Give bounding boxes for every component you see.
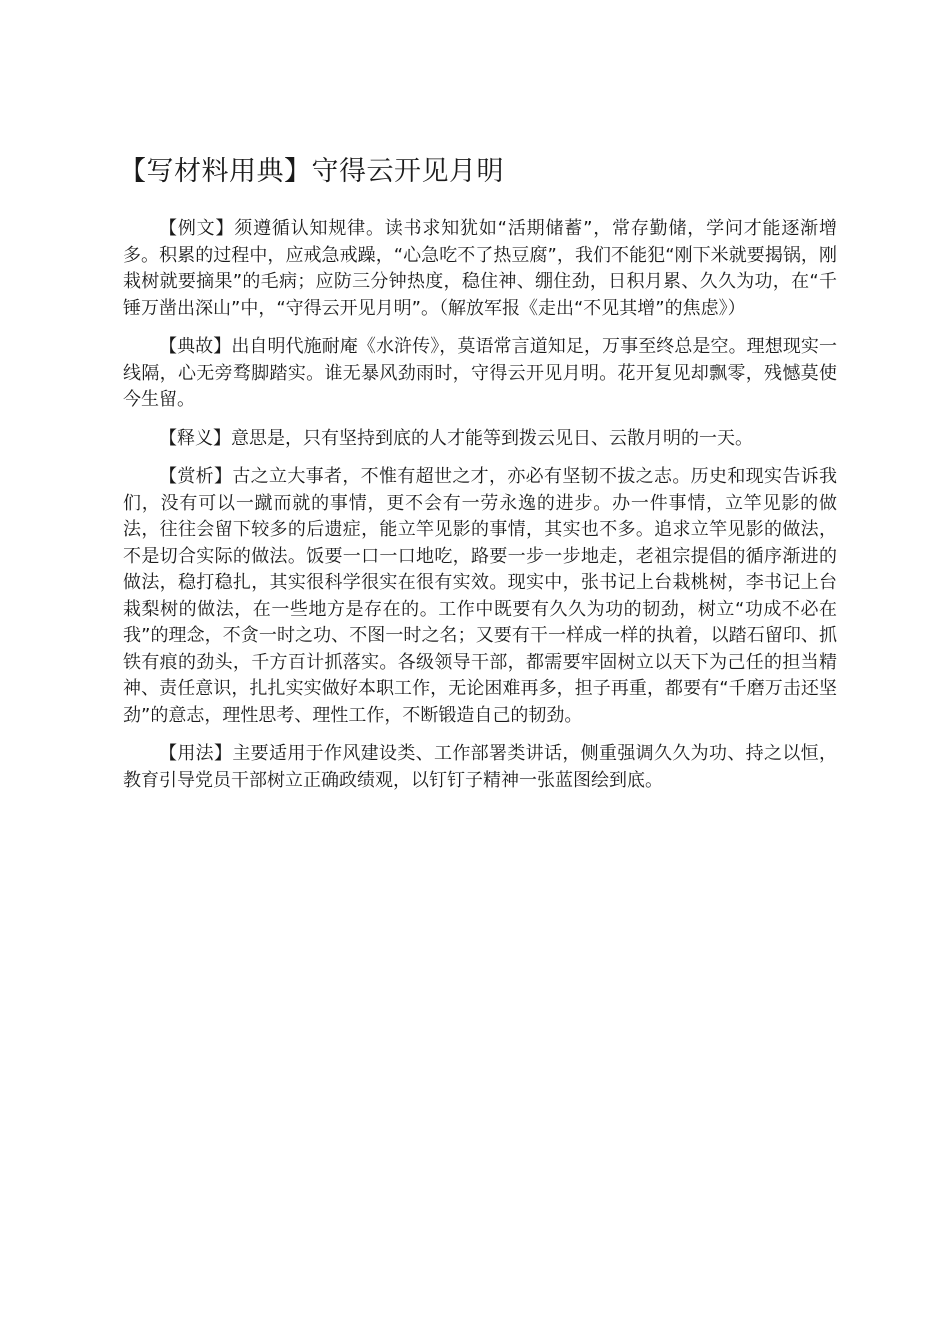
section-meaning <box>123 426 837 453</box>
section-tag-allusion: 【典故】 <box>159 336 232 357</box>
document-page <box>119 150 838 806</box>
section-example <box>123 216 837 322</box>
section-appreciation <box>123 464 837 729</box>
section-allusion <box>123 334 837 414</box>
section-tag-appreciation: 【赏析】 <box>159 466 233 487</box>
section-text-allusion: 出自明代施耐庵《水浒传》，莫语常言道知足，万事至终总是空。理想现实一线隔，心无旁骛脚踏实。谁无暴风劲雨时，守得云开见月明。花开复见却飘零，残憾莫使今生留。 <box>123 336 838 410</box>
section-text-usage: 主要适用于作风建设类、工作部署类讲话，侧重强调久久为功、持之以恒，教育引导党员干部树立正确政绩观，以钉钉子精神一张蓝图绘到底。 <box>123 743 838 791</box>
section-usage <box>123 741 837 794</box>
page-title: 【写材料用典】守得云开见月明 <box>119 156 504 187</box>
section-text-example: 须遵循认知规律。读书求知犹如“活期储蓄”，常存勤储，学问才能逐渐增多。积累的过程中，应戒急戒躁，“心急吃不了热豆腐”，我们不能犯“刚下米就要揭锅，刚栽树就要摘果”的毛病；应防三分钟热度，稳住神、绷住劲，日积月累、久久为功，在“千锤万凿出深山”中，“守得云开见月明”。（解放军报《走出“不见其增”的焦虑》） <box>123 218 837 319</box>
section-tag-meaning: 【释义】 <box>159 427 231 449</box>
section-tag-usage: 【用法】 <box>159 743 233 764</box>
section-text-appreciation: 古之立大事者，不惟有超世之才，亦必有坚韧不拔之志。历史和现实告诉我们，没有可以一蹴而就的事情，更不会有一劳永逸的进步。办一件事情，立竿见影的做法，往往会留下较多的后遗症，能立竿见影的事情，其实也不多。追求立竿见影的做法，不是切合实际的做法。饭要一口一口地吃，路要一步一步地走，老祖宗提倡的循序渐进的做法，稳打稳扎，其实很科学很实在很有实效。现实中，张书记上台栽桃树，李书记上台栽梨树的做法，在一些地方是存在的。工作中既要有久久为功的韧劲，树立“功成不必在我”的理念，不贪一时之功、不图一时之名；又要有干一样成一样的执着，以踏石留印、抓铁有痕的劲头，千方百计抓落实。各级领导干部，都需要牢固树立以天下为己任的担当精神、责任意识，扎扎实实做好本职工作，无论困难再多，担子再重，都要有“千磨万击还坚劲”的意志，理性思考、理性工作，不断锻造自己的韧劲。 <box>123 466 838 726</box>
section-tag-example: 【例文】 <box>159 218 235 239</box>
section-text-meaning: 意思是，只有坚持到底的人才能等到拨云见日、云散月明的一天。 <box>231 427 753 449</box>
